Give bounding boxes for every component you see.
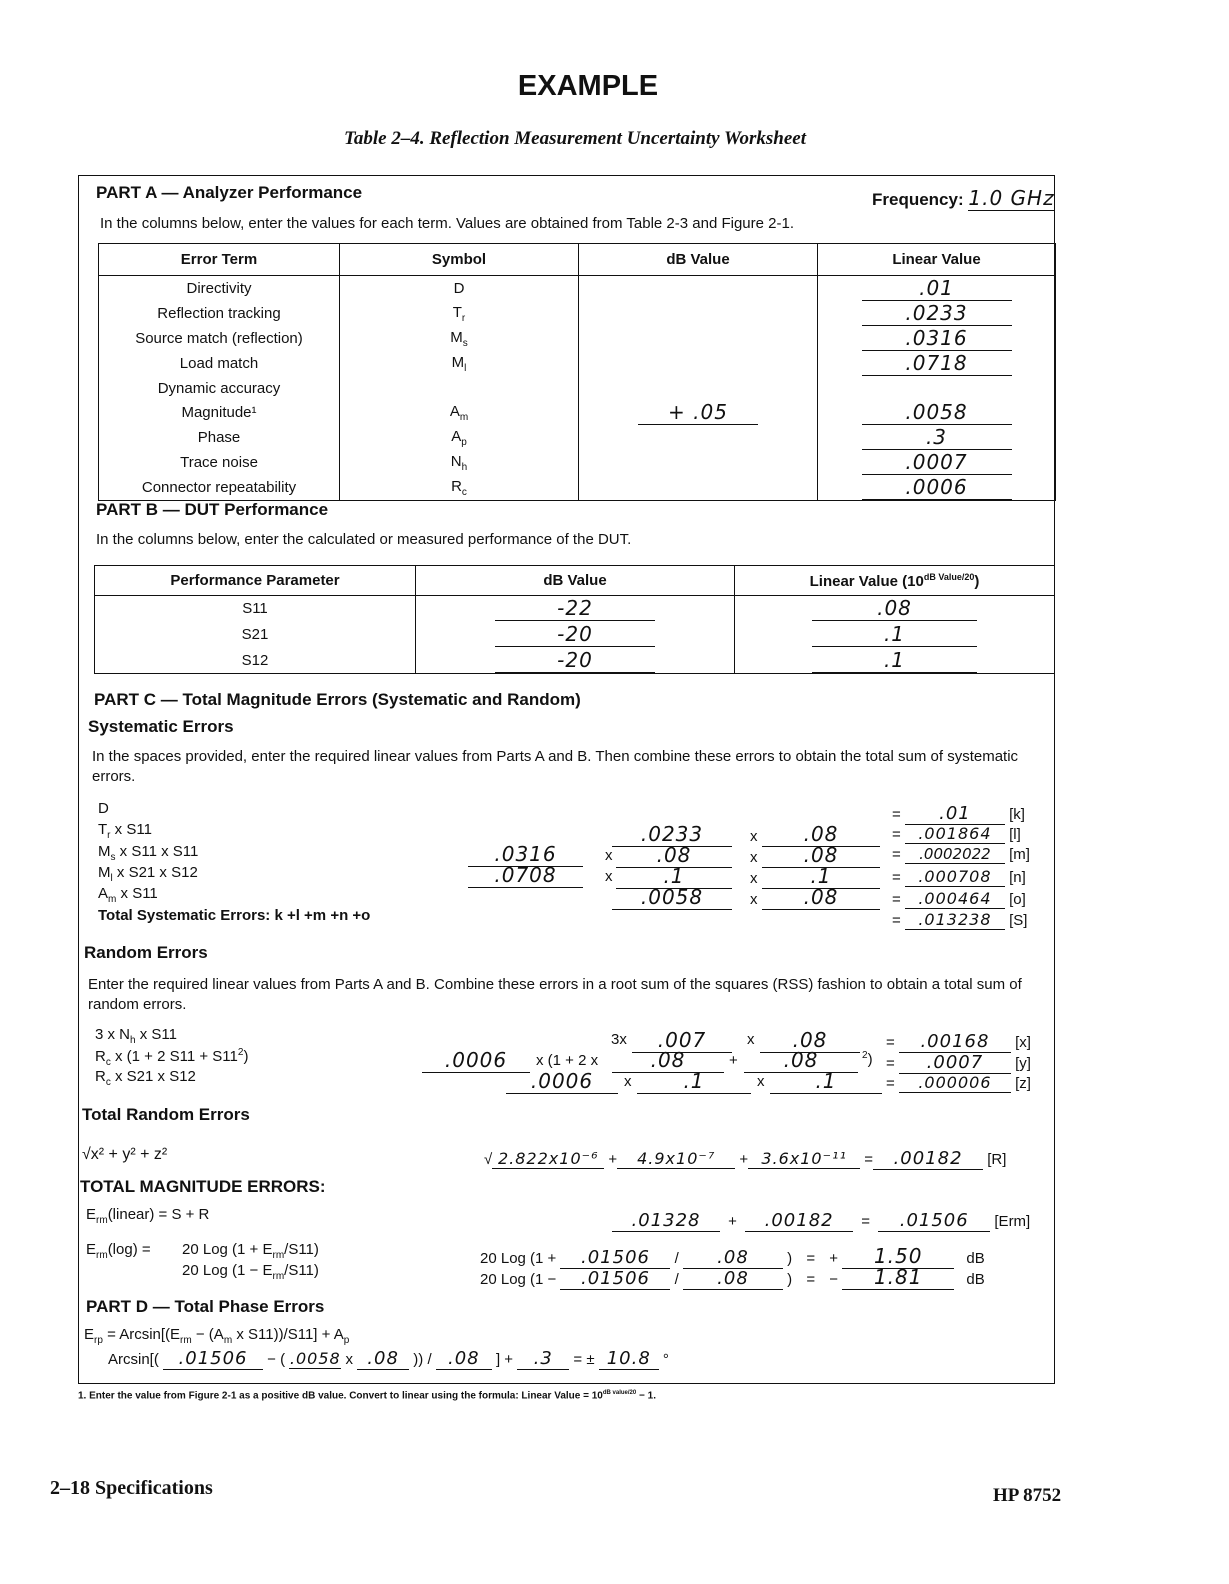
sys-am-b[interactable]: .0058 — [612, 885, 732, 910]
linear-magnitude[interactable]: .0058 — [862, 400, 1012, 425]
part-b-heading: PART B — DUT Performance — [96, 500, 329, 519]
db-s12[interactable]: -20 — [495, 648, 655, 673]
col-db-value: dB Value — [579, 244, 818, 276]
table-row — [99, 301, 1056, 326]
part-b-instructions: In the columns below, enter the calculated or measured performance of the DUT. — [96, 531, 632, 548]
sys-label-d: D — [98, 800, 109, 817]
rand-label-y: $R_c$ x (1 + 2 $S11 + S11^2$) — [95, 1047, 249, 1068]
term-reflection-tracking: Reflection tracking — [99, 301, 340, 326]
systematic-instructions: In the spaces provided, enter the required linear values from Parts A and B. Then combine these errors to obtain the total sum of systematic errors. — [92, 748, 1019, 785]
symbol-d: D — [340, 276, 579, 302]
page-title: EXAMPLE — [517, 70, 659, 102]
table-row — [95, 648, 1055, 674]
db-s21[interactable]: -20 — [495, 622, 655, 647]
rand-result-y: = .0007 [y] — [886, 1052, 1031, 1073]
term-dynamic-accuracy: Dynamic accuracy — [99, 376, 340, 400]
rand-y-c[interactable]: .08 — [744, 1048, 858, 1073]
symbol-ms: $M_s$ — [340, 326, 579, 351]
symbol-tr: $T_r$ — [340, 301, 579, 326]
table-row — [99, 276, 1056, 302]
term-directivity: Directivity — [99, 276, 340, 302]
systematic-heading: Systematic Errors — [88, 717, 234, 736]
rand-x-c[interactable]: .08 — [760, 1028, 860, 1053]
linear-load-match[interactable]: .0718 — [862, 351, 1012, 376]
erm-log-label: $E_{rm}(\log)$ = — [86, 1241, 151, 1261]
sys-ms-b[interactable]: .08 — [616, 843, 732, 868]
rand-x-b[interactable]: .007 — [632, 1028, 732, 1053]
random-heading: Random Errors — [84, 943, 208, 962]
table-row — [99, 425, 1056, 450]
term-connector-repeatability: Connector repeatability — [99, 475, 340, 501]
random-instructions: Enter the required linear values from Parts A and B. Combine these errors in a root sum of the squares (RSS) fashion to obtain a total sum of random errors. — [88, 976, 1022, 1013]
phase-expression: Arcsin[( .01506 − ( .0058 x .08 )) / .08 ] + .3 = ± 10.8 ° — [108, 1348, 669, 1369]
col-performance-parameter: Performance Parameter — [95, 566, 416, 596]
symbol-nh: $N_h$ — [340, 450, 579, 475]
sys-ml-c[interactable]: .1 — [762, 864, 880, 889]
rand-z-b[interactable]: .1 — [637, 1069, 751, 1094]
table-row — [99, 326, 1056, 351]
table-row — [99, 351, 1056, 376]
table-caption: Table 2–4. Reflection Measurement Uncertainty Worksheet — [344, 128, 806, 149]
term-load-match: Load match — [99, 351, 340, 376]
rand-label-x: 3 x $N_h$ x S11 — [95, 1026, 177, 1046]
linear-connector-repeatability[interactable]: .0006 — [862, 475, 1012, 500]
rss-label: √x² + y² + z² — [82, 1146, 168, 1163]
table-row — [99, 400, 1056, 425]
symbol-ap: $A_p$ — [340, 425, 579, 450]
sys-label-tr: $T_r$ x S11 — [98, 821, 152, 841]
sys-am-c[interactable]: .08 — [762, 885, 880, 910]
param-s21: S21 — [95, 622, 416, 648]
frequency-label: Frequency: 1.0 GHz — [872, 186, 1055, 210]
rand-result-x: = .00168 [x] — [886, 1031, 1031, 1052]
linear-s21[interactable]: .1 — [812, 622, 977, 647]
frequency-value[interactable]: 1.0 GHz — [968, 186, 1055, 210]
rand-y-b[interactable]: .08 — [612, 1048, 724, 1073]
symbol-rc: $R_c$ — [340, 475, 579, 501]
table-row — [95, 622, 1055, 648]
term-trace-noise: Trace noise — [99, 450, 340, 475]
erm-linear-label: $E_{rm}(linear) = S + R$ — [86, 1206, 210, 1226]
part-d-heading: PART D — Total Phase Errors — [86, 1297, 325, 1316]
footnote: 1. Enter the value from Figure 2-1 as a positive dB value. Convert to linear using the formula: Linear Value = $10^{dB value/20} - 1$. — [78, 1390, 656, 1402]
db-s11[interactable]: -22 — [495, 596, 655, 621]
col-b-linear-value: Linear Value $(10^{dB Value/20})$ — [735, 566, 1055, 596]
table-row — [99, 475, 1056, 501]
sys-result-l: = .001864 [l] — [892, 824, 1021, 843]
sys-tr-b[interactable]: .0233 — [612, 822, 732, 847]
term-source-match: Source match (reflection) — [99, 326, 340, 351]
term-magnitude: Magnitude¹ — [99, 400, 340, 425]
sys-label-ml: $M_l$ x S21 x S12 — [98, 864, 198, 884]
linear-s11[interactable]: .08 — [812, 596, 977, 621]
linear-phase[interactable]: .3 — [862, 425, 1012, 450]
part-a-heading: PART A — Analyzer Performance — [96, 183, 363, 202]
sys-result-k: = .01 [k] — [892, 803, 1025, 824]
erm-linear-expression: .01328 + .00182 = .01506 [Erm] — [612, 1210, 1030, 1232]
rand-z-c[interactable]: .1 — [770, 1069, 882, 1094]
total-random-heading: Total Random Errors — [82, 1105, 250, 1124]
param-s11: S11 — [95, 596, 416, 622]
rand-z-a[interactable]: .0006 — [506, 1069, 618, 1094]
footer-left: 2–18 Specifications — [50, 1477, 213, 1499]
part-c-heading: PART C — Total Magnitude Errors (Systematic and Random) — [94, 690, 581, 709]
linear-trace-noise[interactable]: .0007 — [862, 450, 1012, 475]
sys-ms-c[interactable]: .08 — [762, 843, 880, 868]
part-a-instructions: In the columns below, enter the values for each term. Values are obtained from Table 2-3 and Figure 2-1. — [100, 215, 795, 232]
table-row — [99, 450, 1056, 475]
param-s12: S12 — [95, 648, 416, 674]
footer-right: HP 8752 — [993, 1485, 1062, 1506]
col-error-term: Error Term — [99, 244, 340, 276]
part-b-table — [94, 565, 1055, 674]
part-a-table — [98, 243, 1056, 501]
sys-result-s: = .013238 [S] — [892, 910, 1028, 929]
db-directivity — [579, 276, 818, 302]
sys-tr-c[interactable]: .08 — [762, 822, 880, 847]
sys-label-total: Total Systematic Errors: k +l +m +n +o — [98, 907, 371, 924]
db-magnitude[interactable]: + .05 — [638, 400, 758, 425]
table-row — [95, 596, 1055, 622]
col-linear-value: Linear Value — [818, 244, 1056, 276]
rss-expression: √ 2.822x10⁻⁶ + 4.9x10⁻⁷ + 3.6x10⁻¹¹ = .00182 [R] — [484, 1148, 1007, 1169]
total-magnitude-heading: TOTAL MAGNITUDE ERRORS: — [80, 1177, 326, 1196]
rand-result-z: = .000006 [z] — [886, 1073, 1031, 1092]
sys-label-am: $A_m$ x S11 — [98, 885, 158, 905]
sys-ml-a[interactable]: .0708 — [468, 863, 583, 888]
sys-ml-b[interactable]: .1 — [616, 864, 732, 889]
erm-log-formula-1: 20 Log $(1 + E_{rm}/S11)$ — [182, 1241, 319, 1261]
sys-label-ms: $M_s$ x S11 x S11 — [98, 843, 199, 863]
linear-s12[interactable]: .1 — [812, 648, 977, 673]
col-b-db-value: dB Value — [416, 566, 735, 596]
symbol-ml: $M_l$ — [340, 351, 579, 376]
sys-result-n: = .000708 [n] — [892, 867, 1026, 886]
linear-directivity[interactable]: .01 — [862, 276, 1012, 301]
sys-result-o: = .000464 [o] — [892, 889, 1026, 908]
linear-reflection-tracking[interactable]: .0233 — [862, 301, 1012, 326]
erm-log-expression-1: 20 Log (1 + .01506 / .08 ) = + 1.50 dB — [480, 1244, 985, 1268]
linear-source-match[interactable]: .0316 — [862, 326, 1012, 351]
rand-y-a[interactable]: .0006 — [422, 1048, 530, 1073]
symbol-am: $A_m$ — [340, 400, 579, 425]
term-phase: Phase — [99, 425, 340, 450]
sys-result-m: = .0002022 [m] — [892, 845, 1030, 863]
sys-ms-a[interactable]: .0316 — [468, 842, 583, 867]
erm-log-formula-2: 20 Log $(1 - E_{rm}/S11)$ — [182, 1262, 319, 1282]
table-row — [99, 376, 1056, 400]
col-symbol: Symbol — [340, 244, 579, 276]
rand-label-z: $R_c$ x S21 x S12 — [95, 1068, 196, 1088]
phase-formula: $E_{rp} = Arcsin[(E_{rm} - (A_m$ x $S11))/S11] + A_p$ — [84, 1326, 350, 1346]
erm-log-expression-2: 20 Log (1 − .01506 / .08 ) = − 1.81 dB — [480, 1265, 985, 1289]
